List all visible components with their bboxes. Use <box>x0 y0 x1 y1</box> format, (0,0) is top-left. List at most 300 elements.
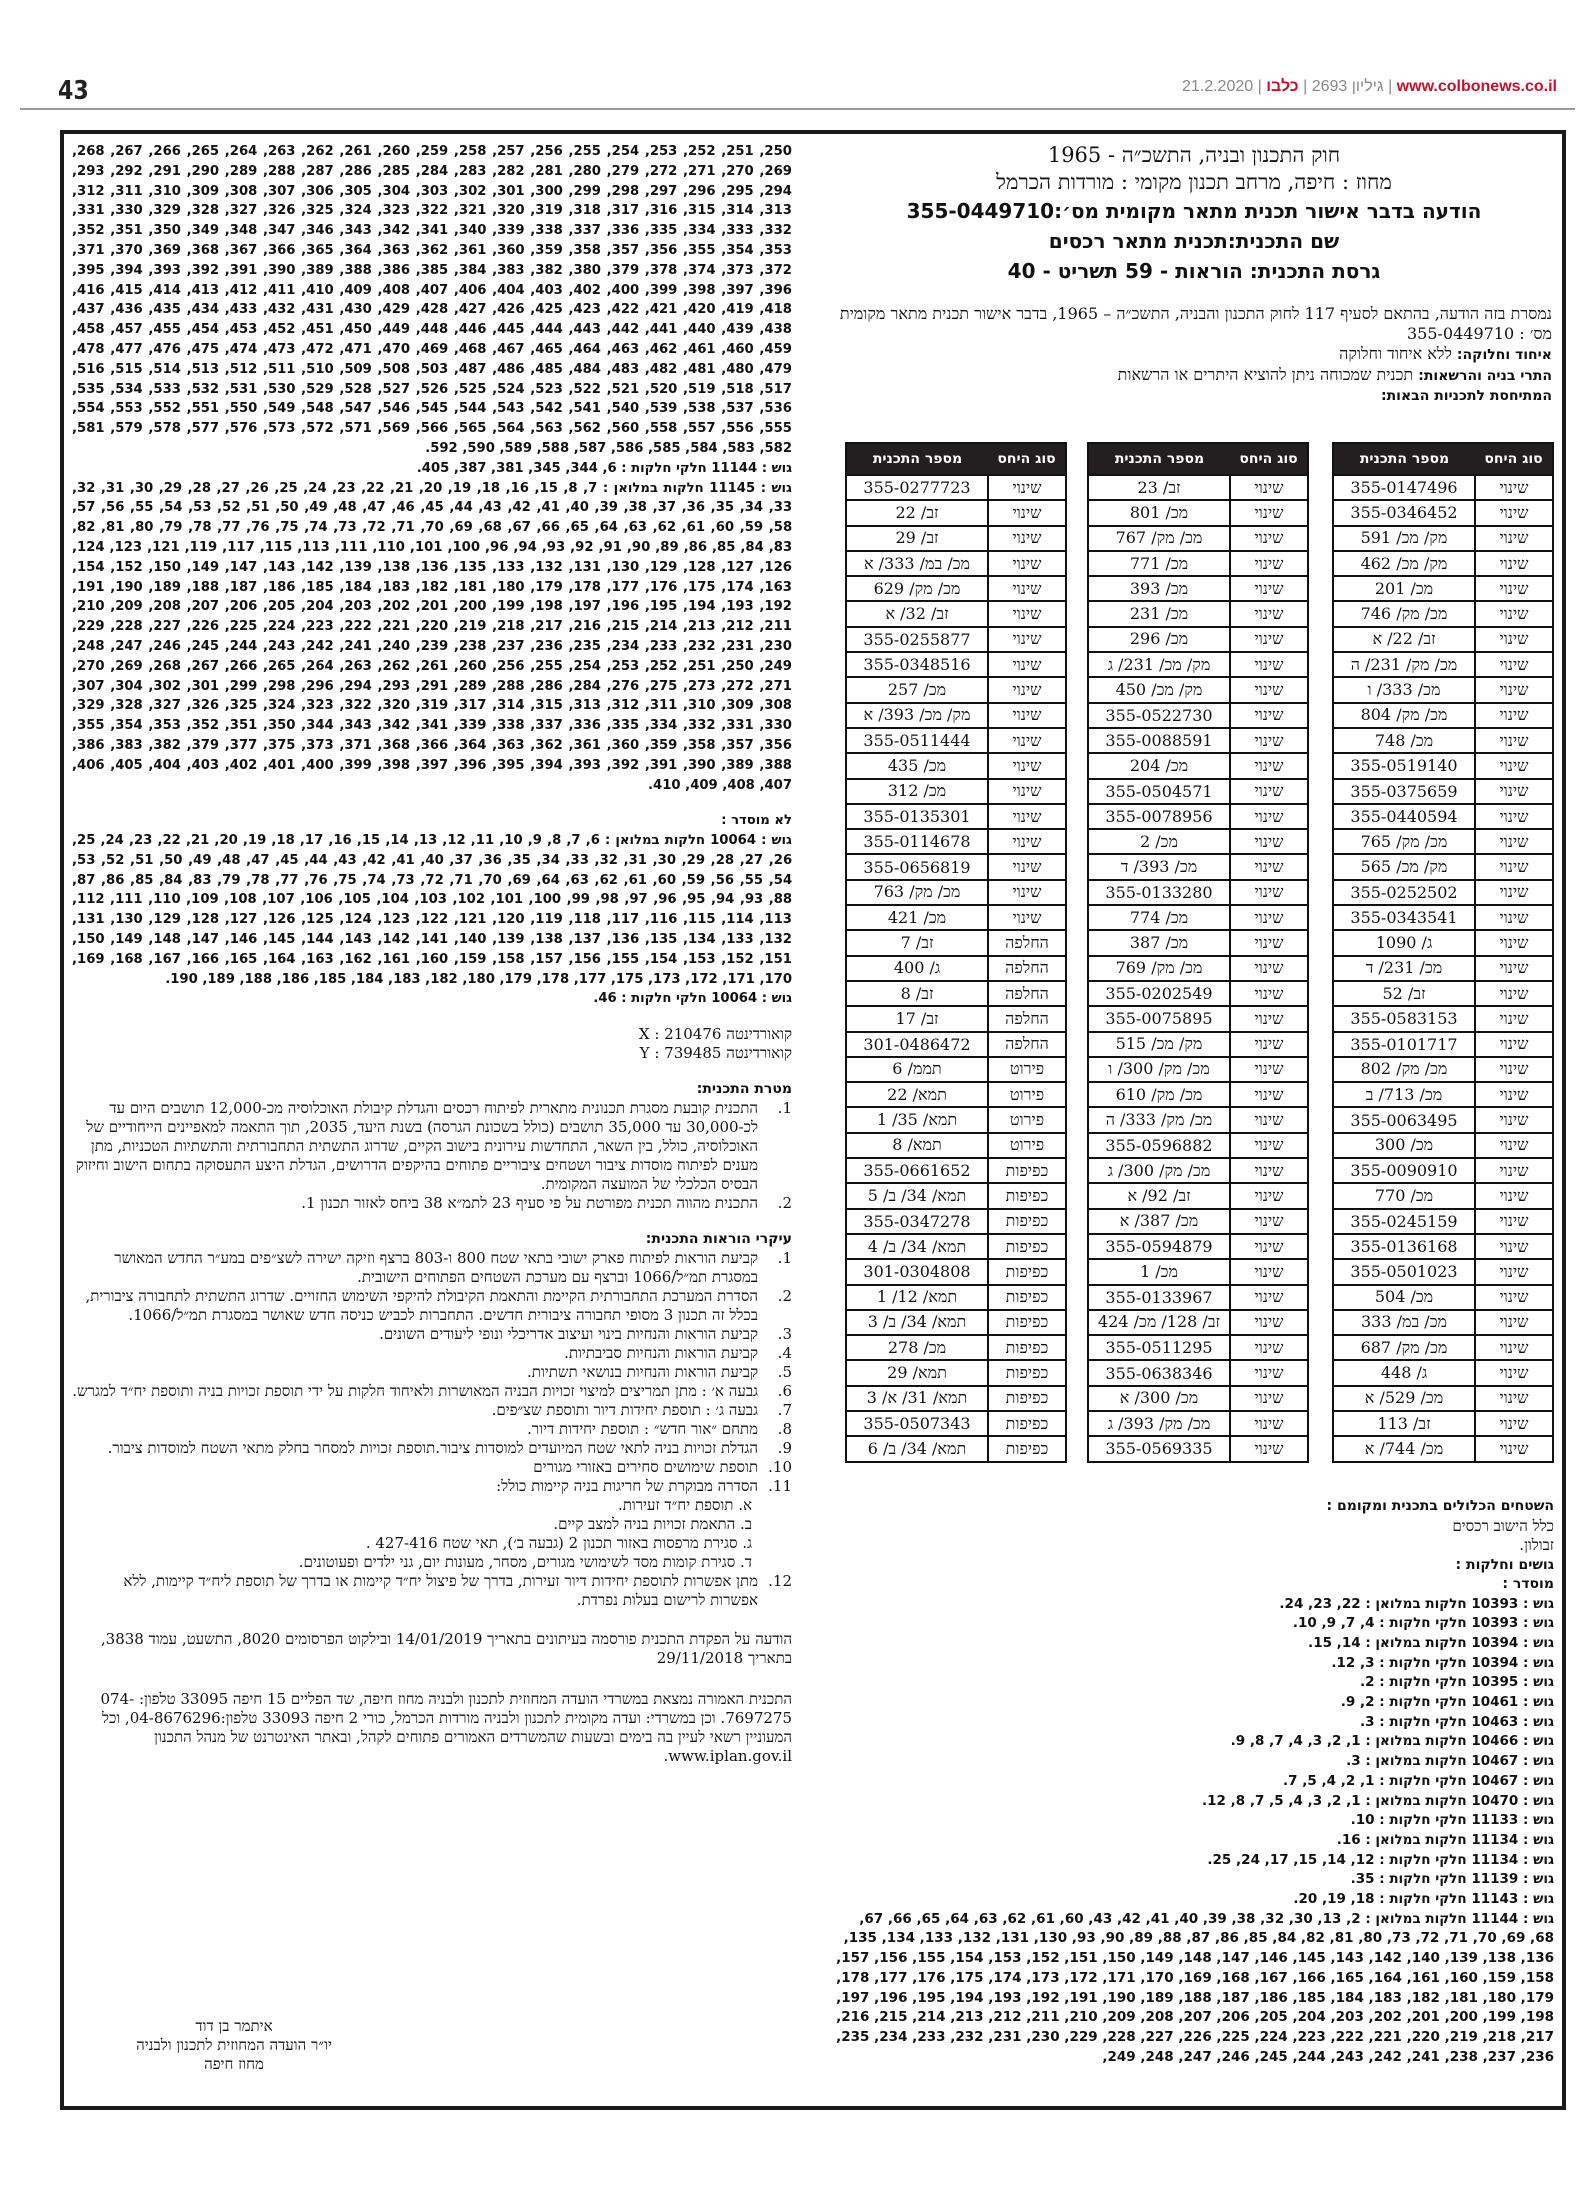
relation-type-cell: שינוי <box>988 753 1066 778</box>
notice-left-column <box>72 142 792 1766</box>
item-number: 8. <box>777 1420 792 1439</box>
plan-number-cell: 355-0504571 <box>1088 779 1230 804</box>
related-plans-tables <box>826 442 1554 1482</box>
plan-number-cell: 355-0656819 <box>846 854 988 879</box>
table-row <box>1333 804 1553 829</box>
plan-number-cell: מכ/ 300 <box>1333 1133 1475 1158</box>
relation-type-cell: שינוי <box>988 526 1066 551</box>
block-parcel-line: גוש : 10466 חלקות במלואן : 1, 2, 3, 4, 7, 8, 9. <box>1230 1733 1554 1750</box>
district-line: מחוז : חיפה, מרחב תכנון מקומי : מורדות הכרמל <box>996 170 1392 194</box>
relation-type-cell: שינוי <box>1475 779 1553 804</box>
relation-type-cell: שינוי <box>1230 854 1308 879</box>
relation-type-cell: כפיפות <box>988 1360 1066 1385</box>
relation-type-cell: שינוי <box>1230 526 1308 551</box>
table-row <box>1088 551 1308 576</box>
plan-number-cell: מכ/ 744/ א <box>1333 1436 1475 1461</box>
relation-type-cell: שינוי <box>988 475 1066 500</box>
block-parcel-line: גוש : 11133 חלקי חלקות : 10. <box>1350 1812 1554 1829</box>
relation-type-cell: כפיפות <box>988 1259 1066 1284</box>
plan-number-cell: מכ/ 770 <box>1333 1183 1475 1208</box>
coordinates <box>72 1025 792 1063</box>
block-parcel-line: גוש : 11143 חלקי חלקות : 18, 19, 20. <box>1293 1891 1554 1908</box>
block-parcel-line: גוש : 10395 חלקי חלקות : 2. <box>1359 1674 1554 1691</box>
plan-number-cell: 355-0348516 <box>846 652 988 677</box>
relation-type-cell: החלפה <box>988 1032 1066 1057</box>
table-row <box>1333 1133 1553 1158</box>
relation-type-cell: שינוי <box>1475 703 1553 728</box>
plan-number-cell: מכ/ מק/ 231/ ה <box>1333 652 1475 677</box>
table-row <box>1088 703 1308 728</box>
table-row <box>846 677 1066 702</box>
relation-type-cell: שינוי <box>1230 1360 1308 1385</box>
relation-type-cell: שינוי <box>1230 677 1308 702</box>
relation-type-cell: שינוי <box>1230 1335 1308 1360</box>
legal-notice-frame <box>60 130 1566 2110</box>
table-row <box>1088 576 1308 601</box>
relation-type-cell: שינוי <box>1230 1133 1308 1158</box>
plan-goals <box>72 1079 792 1213</box>
table-row <box>1088 804 1308 829</box>
plan-number-cell: 355-0075895 <box>1088 1006 1230 1031</box>
plan-number-cell: מכ/ 201 <box>1333 576 1475 601</box>
relation-type-cell: שינוי <box>1230 1183 1308 1208</box>
table-row <box>1333 854 1553 879</box>
item-text: תוספת שימושים סחירים באזורי מגורים <box>533 1458 758 1477</box>
plan-number-cell: מק/ מכ/ 515 <box>1088 1032 1230 1057</box>
plan-number-cell: 355-0347278 <box>846 1209 988 1234</box>
relation-type-cell: שינוי <box>1475 728 1553 753</box>
plan-number-cell: 355-0519140 <box>1333 753 1475 778</box>
plan-number-cell: 355-0501023 <box>1333 1259 1475 1284</box>
unregulated-section <box>72 811 792 1009</box>
relation-type-cell: כפיפות <box>988 1436 1066 1461</box>
plan-number-cell: מכ/ 333/ ו <box>1333 677 1475 702</box>
item-text: גבעה א׳ : מתן תמריצים למיצוי זכויות הבניה המאושרות ולאיחוד חלקות על ידי תוספת זכויות בניה ותוספת יח״ד למגרש. <box>72 1382 758 1401</box>
relation-type-cell: שינוי <box>1230 475 1308 500</box>
block-parcel-line: גוש : 10463 חלקי חלקות : 3. <box>1359 1713 1554 1730</box>
relation-type-cell: כפיפות <box>988 1234 1066 1259</box>
plan-number-cell: מכ/ 771 <box>1088 551 1230 576</box>
table-row <box>1088 905 1308 930</box>
table-row <box>1333 1183 1553 1208</box>
table-row <box>1088 1133 1308 1158</box>
list-item <box>72 1401 792 1420</box>
page-header <box>20 60 1575 110</box>
relation-type-cell: החלפה <box>988 1006 1066 1031</box>
table-row <box>1333 753 1553 778</box>
table-row <box>1333 475 1553 500</box>
plan-number-cell: זב/ 128/ מכ/ 424 <box>1088 1310 1230 1335</box>
table-row <box>846 526 1066 551</box>
plan-number-cell: מכ/ 393 <box>1088 576 1230 601</box>
list-item <box>72 1458 792 1477</box>
table-row <box>846 1158 1066 1183</box>
plan-number-cell: מכ/ מק/ 769 <box>1088 956 1230 981</box>
table-row <box>846 905 1066 930</box>
plan-number-cell: מכ/ מק/ 767 <box>1088 526 1230 551</box>
plan-number-cell: 355-0133280 <box>1088 880 1230 905</box>
signature-block <box>124 2017 344 2074</box>
plan-number-cell: מכ/ 801 <box>1088 500 1230 525</box>
plan-number-cell: תמא/ 34/ ב/ 5 <box>846 1183 988 1208</box>
plan-number-cell: 355-0638346 <box>1088 1360 1230 1385</box>
table-row <box>846 1107 1066 1132</box>
relation-type-cell: שינוי <box>1230 1158 1308 1183</box>
table-row <box>1333 1209 1553 1234</box>
relation-type-cell: פירוט <box>988 1107 1066 1132</box>
table-row <box>1333 601 1553 626</box>
relation-type-cell: שינוי <box>1475 1386 1553 1411</box>
list-item <box>72 1382 792 1401</box>
plan-number-cell: 355-0202549 <box>1088 981 1230 1006</box>
unregulated-heading: לא מוסדר : <box>721 813 792 829</box>
plan-number-cell: 355-0594879 <box>1088 1234 1230 1259</box>
item-number: 2. <box>777 1287 792 1306</box>
provisions-heading: עיקרי הוראות התכנית: <box>645 1231 792 1248</box>
col-plan-number: מספר התכנית <box>846 443 988 475</box>
sub-item: ב. התאמת זכויות בניה למצב קיים. <box>553 1515 752 1534</box>
table-row <box>1088 829 1308 854</box>
goals-heading: מטרת התכנית: <box>696 1081 792 1098</box>
plan-number-cell: מכ/ 2 <box>1088 829 1230 854</box>
relation-type-cell: שינוי <box>988 854 1066 879</box>
table-row <box>1088 1158 1308 1183</box>
plan-number-cell: מק/ מכ/ 591 <box>1333 526 1475 551</box>
table-row <box>1088 1259 1308 1284</box>
table-row <box>846 1335 1066 1360</box>
plan-number-cell: 355-0511295 <box>1088 1335 1230 1360</box>
plan-number-cell: מכ/ מק/ 300/ ו <box>1088 1057 1230 1082</box>
table-row <box>1333 677 1553 702</box>
relation-type-cell: שינוי <box>988 500 1066 525</box>
relation-type-cell: שינוי <box>988 880 1066 905</box>
item-text: קביעת הוראות והנחיות סביבתיות. <box>564 1344 758 1363</box>
plan-number-cell: זב/ 17 <box>846 1006 988 1031</box>
list-item <box>72 1325 792 1344</box>
plan-number-cell: זב/ 8 <box>846 981 988 1006</box>
plan-number-cell: זב/ 52 <box>1333 981 1475 1006</box>
plan-number-cell: מכ/ 312 <box>846 779 988 804</box>
plan-number-cell: 355-0522730 <box>1088 703 1230 728</box>
relation-type-cell: שינוי <box>1475 1057 1553 1082</box>
plan-number-cell: 355-0147496 <box>1333 475 1475 500</box>
table-row <box>1088 1335 1308 1360</box>
table-row <box>1333 1310 1553 1335</box>
plan-number-cell: מכ/ מק/ 333/ ה <box>1088 1107 1230 1132</box>
list-item <box>72 1344 792 1363</box>
table-row <box>1333 1335 1553 1360</box>
law-title: חוק התכנון ובניה, התשכ״ה - 1965 <box>1047 143 1341 167</box>
plan-number-cell: תמא/ 34/ ב/ 3 <box>846 1310 988 1335</box>
plan-number-cell: 355-0511444 <box>846 728 988 753</box>
relation-type-cell: שינוי <box>1230 981 1308 1006</box>
relation-type-cell: החלפה <box>988 930 1066 955</box>
plan-number-cell: מכ/ במ/ 333 <box>1333 1310 1475 1335</box>
relation-type-cell: שינוי <box>988 804 1066 829</box>
relation-type-cell: שינוי <box>988 677 1066 702</box>
plan-number-cell: תמא/ 8 <box>846 1133 988 1158</box>
table-row <box>846 829 1066 854</box>
relation-type-cell: החלפה <box>988 956 1066 981</box>
table-row <box>1333 1285 1553 1310</box>
sub-item: א. תוספת יח״ד זעירות. <box>617 1496 752 1515</box>
header-meta: 21.2.2020 | גיליון 2693 | כלבו | www.colbonews.co.il <box>1181 78 1557 95</box>
relation-type-cell: שינוי <box>1475 880 1553 905</box>
relation-type-cell: שינוי <box>1475 854 1553 879</box>
table-row <box>846 779 1066 804</box>
relation-type-cell: כפיפות <box>988 1209 1066 1234</box>
plan-number-cell: זב/ 92/ א <box>1088 1183 1230 1208</box>
block-parcel-line: גוש : 11134 חלקות במלואן : 16. <box>1336 1831 1554 1848</box>
table-row <box>1088 779 1308 804</box>
table-row <box>1333 1436 1553 1461</box>
item-number: 9. <box>777 1439 792 1458</box>
table-row <box>1088 627 1308 652</box>
table-row <box>1088 1082 1308 1107</box>
item-text: התכנית קובעת מסגרת תכנונית מתארית לפיתוח רכסים והגדלת קיבולת האוכלוסיה מכ-12,000 תושבים היום עד לכ-30,000 עד 35,000 תושבים (כולל בשכונת הגרסה) בשנת היעד, 2035, תוך התאמה למאפיינים הייחודיים של האוכלוסיה, כולל, בין השאר, התחדשות עירונית בישוב הקיים, שדרוג התשתית התחבורתית והתשתיות הטכניות, מתן מענים לפיתוח מוסדות ציבור ושטחים ציבוריים פתוחים בהיקפים הדרושים, הגדלת היצע התעסוקה בתחום הישוב וחיזוק הבסיס הכלכלי של המועצה המקומית. <box>75 1099 758 1194</box>
relation-type-cell: שינוי <box>1475 627 1553 652</box>
coord-x: קואורדינטה X : 210476 <box>638 1025 792 1044</box>
table-row <box>1088 854 1308 879</box>
table-row <box>846 804 1066 829</box>
plan-number-cell: זב/ 32/ א <box>846 601 988 626</box>
table-row <box>1333 1259 1553 1284</box>
relation-type-cell: שינוי <box>1230 1082 1308 1107</box>
relation-type-cell: שינוי <box>988 703 1066 728</box>
relation-type-cell: שינוי <box>1475 956 1553 981</box>
plan-number-cell: מק/ מכ/ 450 <box>1088 677 1230 702</box>
table-row <box>1333 880 1553 905</box>
plan-number-cell: 355-0133967 <box>1088 1285 1230 1310</box>
relation-type-cell: שינוי <box>1230 1209 1308 1234</box>
block-parcel-line: גוש : 10064 חלקי חלקות : 46. <box>593 991 792 1007</box>
table-row <box>1088 1360 1308 1385</box>
notice-title-block <box>824 142 1564 286</box>
plan-number-cell: מכ/ מק/ 746 <box>1333 601 1475 626</box>
relation-type-cell: שינוי <box>988 779 1066 804</box>
plan-number-cell: מכ/ 774 <box>1088 905 1230 930</box>
table-row <box>1333 551 1553 576</box>
relation-type-cell: שינוי <box>1230 500 1308 525</box>
table-row <box>846 475 1066 500</box>
relation-type-cell: שינוי <box>1230 956 1308 981</box>
col-plan-number: מספר התכנית <box>1088 443 1230 475</box>
list-item <box>72 1420 792 1439</box>
relation-type-cell: שינוי <box>1230 551 1308 576</box>
table-row <box>1088 1209 1308 1234</box>
plan-number-cell: 301-0486472 <box>846 1032 988 1057</box>
table-row <box>1333 576 1553 601</box>
list-item <box>72 1439 792 1458</box>
plan-number-cell: 355-0101717 <box>1333 1032 1475 1057</box>
table-row <box>1088 1006 1308 1031</box>
block-parcel-line: גוש : 11145 חלקות במלואן : 7, 8, 15, 16, 18, 19, 20, 21, 22, 23, 24, 25, 26, 27, 28, 29, 30, 31, 32, 33, 34, 35, 36, 37, 38, 39, 40, 41, 42, 43, 44, 45, 46, 47, 48, 49, 50, 51, 52, 53, 54, 55, 56, 57, 58, 59, 60, 61, 62, 63, 64, 65, 66, 67, 68, 69, 70, 71, 72, 73, 74, 75, 76, 77, 78, 79, 80, 81, 82, 83, 84, 85, 86, 89, 90, 91, 92, 93, 94, 96, 100, 101, 110, 111, 113, 115, 117, 119, 121, 123, 124, 126, 127, 128, 129, 130, 131, 132, 133, 135, 136, 138, 139, 142, 143, 147, 149, 150, 152, 154, 163, 174, 175, 176, 177, 178, 179, 180, 181, 182, 183, 184, 185, 186, 187, 188, 189, 190, 191, 192, 193, 194, 195, 196, 197, 198, 199, 200, 201, 202, 203, 204, 205, 206, 207, 208, 209, 210, 211, 212, 213, 214, 215, 216, 217, 218, 219, 220, 221, 222, 223, 224, 225, 226, 227, 228, 229, 230, 231, 232, 233, 234, 235, 236, 237, 238, 239, 240, 241, 242, 243, 244, 245, 246, 247, 248, 249, 250, 251, 252, 253, 254, 255, 256, 260, 261, 262, 263, 264, 265, 266, 267, 268, 269, 270, 271, 272, 273, 275, 276, 284, 286, 288, 289, 291, 293, 294, 296, 298, 299, 301, 302, 304, 307, 308, 309, 310, 311, 312, 313, 315, 314, 317, 319, 320, 322, 323, 324, 325, 326, 327, 328, 329, 330, 331, 332, 334, 335, 336, 337, 338, 339, 341, 342, 343, 344, 350, 351, 352, 353, 354, 355, 356, 357, 358, 359, 360, 361, 362, 363, 364, 366, 368, 371, 373, 375, 377, 379, 382, 383, 386, 388, 389, 390, 391, 392, 393, 394, 395, 396, 397, 398, 399, 400, 401, 402, 403, 404, 405, 406, 407, 408, 409, 410. <box>72 480 793 793</box>
brand-name: כלבו <box>1266 78 1299 95</box>
table-row <box>1088 601 1308 626</box>
plan-number-cell: 355-0596882 <box>1088 1133 1230 1158</box>
parcel-continuation: 250, 251, 252, 253, 254, 255, 256, 257, 258, 259, 260, 261, 262, 263, 264, 265, 266, 267, 268, 269, 270, 271, 272, 279, 280, 281, 282, 283, 284, 285, 286, 287, 288, 289, 290, 291, 292, 293, 294, 295, 296, 297, 298, 299, 300, 301, 302, 303, 304, 305, 306, 307, 308, 309, 310, 311, 312, 313, 314, 315, 316, 317, 318, 319, 320, 321, 322, 323, 324, 325, 326, 327, 328, 329, 330, 331, 332, 333, 334, 335, 336, 337, 338, 339, 340, 341, 342, 343, 346, 347, 348, 349, 350, 351, 352, 353, 354, 355, 356, 357, 358, 359, 360, 361, 362, 363, 364, 365, 366, 367, 368, 369, 370, 371, 372, 373, 374, 378, 379, 380, 382, 383, 384, 385, 386, 388, 389, 390, 391, 392, 393, 394, 395, 396, 397, 398, 399, 400, 402, 403, 404, 406, 407, 408, 409, 410, 411, 412, 413, 414, 415, 416, 418, 419, 420, 421, 422, 423, 425, 426, 427, 428, 429, 430, 431, 432, 433, 434, 435, 436, 437, 438, 439, 440, 441, 442, 443, 444, 445, 446, 448, 449, 450, 451, 452, 453, 454, 455, 457, 458, 459, 460, 461, 462, 463, 464, 465, 467, 468, 469, 470, 471, 472, 473, 474, 475, 476, 477, 478, 479, 480, 481, 482, 483, 484, 485, 486, 487, 503, 508, 509, 510, 511, 512, 513, 514, 515, 516, 517, 518, 519, 520, 521, 522, 523, 524, 525, 526, 527, 528, 529, 530, 531, 532, 533, 534, 535, 536, 537, 538, 539, 540, 541, 542, 543, 544, 545, 546, 547, 548, 549, 550, 551, 552, 553, 554, 555, 556, 557, 558, 560, 562, 563, 564, 565, 566, 569, 571, 572, 573, 576, 577, 578, 579, 581, 582, 583, 584, 585, 586, 587, 588, 589, 590, 592. גוש : 11144 חלקי חלקות : 6, 344, 345, 381, 387, 405. גוש : 11145 חלקות במלואן : 7, 8, 15, 16, 18, 19, 20, 21, 22, 23, 24, 25, 26, 27, 28, 29, 30, 31, 32, 33, 34, 35, 36, 37, 38, 39, 40, 41, 42, 43, 44, 45, 46, 47, 48, 49, 50, 51, 52, 53, 54, 55, 56, 57, 58, 59, 60, 61, 62, 63, 64, 65, 66, 67, 68, 69, 70, 71, 72, 73, 74, 75, 76, 77, 78, 79, 80, 81, 82, 83, 84, 85, 86, 89, 90, 91, 92, 93, 94, 96, 100, 101, 110, 111, 113, 115, 117, 119, 121, 123, 124, 126, 127, 128, 129, 130, 131, 132, 133, 135, 136, 138, 139, 142, 143, 147, 149, 150, 152, 154, 163, 174, 175, 176, 177, 178, 179, 180, 181, 182, 183, 184, 185, 186, 187, 188, 189, 190, 191, 192, 193, 194, 195, 196, 197, 198, 199, 200, 201, 202, 203, 204, 205, 206, 207, 208, 209, 210, 211, 212, 213, 214, 215, 216, 217, 218, 219, 220, 221, 222, 223, 224, 225, 226, 227, 228, 229, 230, 231, 232, 233, 234, 235, 236, 237, 238, 239, 240, 241, 242, 243, 244, 245, 246, 247, 248, 249, 250, 251, 252, 253, 254, 255, 256, 260, 261, 262, 263, 264, 265, 266, 267, 268, 269, 270, 271, 272, 273, 275, 276, 284, 286, 288, 289, 291, 293, 294, 296, 298, 299, 301, 302, 304, 307, 308, 309, 310, 311, 312, 313, 315, 314, 317, 319, 320, 322, 323, 324, 325, 326, 327, 328, 329, 330, 331, 332, 334, 335, 336, 337, 338, 339, 341, 342, 343, 344, 350, 351, 352, 353, 354, 355, 356, 357, 358, 359, 360, 361, 362, 363, 364, 366, 368, 371, 373, 375, 377, 379, 382, 383, 386, 388, 389, 390, 391, 392, 393, 394, 395, 396, 397, 398, 399, 400, 401, 402, 403, 404, 405, 406, 407, 408, 409, 410. <box>72 142 792 795</box>
relation-type-cell: שינוי <box>1230 1032 1308 1057</box>
relation-type-cell: שינוי <box>1230 1436 1308 1461</box>
relation-type-cell: שינוי <box>1475 475 1553 500</box>
plan-version: גרסת התכנית: הוראות - 59 תשריט - 40 <box>1007 259 1381 283</box>
table-row <box>1333 500 1553 525</box>
table-row <box>1333 526 1553 551</box>
site-link[interactable]: www.colbonews.co.il <box>1396 78 1557 95</box>
table-row <box>1088 1234 1308 1259</box>
relation-type-cell: שינוי <box>1475 1183 1553 1208</box>
item-text: מתן אפשרות לתוספת יחידות דיור זעירות, בדרך של פיצול יח״ד קיימות או בדרך של תוספת ליח״ד קיימות, ללא אפשרות לרישום בעלות נפרדת. <box>123 1572 758 1610</box>
plan-number-cell: מכ/ 278 <box>846 1335 988 1360</box>
plan-number-cell: מק/ מכ/ 393/ א <box>846 703 988 728</box>
plan-number-cell: 301-0304808 <box>846 1259 988 1284</box>
plan-number-cell: מכ/ מק/ 300/ ג <box>1088 1158 1230 1183</box>
table-row <box>846 1183 1066 1208</box>
plan-number-cell: מכ/ 296 <box>1088 627 1230 652</box>
table-row <box>1333 1386 1553 1411</box>
plan-number-cell: תממ/ 6 <box>846 1057 988 1082</box>
table-row <box>1088 500 1308 525</box>
area-place: זבולון. <box>1519 1536 1554 1554</box>
plan-number-cell: מכ/ מק/ 802 <box>1333 1057 1475 1082</box>
relation-type-cell: שינוי <box>1230 1285 1308 1310</box>
plan-number-cell: מכ/ 231/ ד <box>1333 956 1475 981</box>
plan-number-cell: 355-0569335 <box>1088 1436 1230 1461</box>
relation-type-cell: שינוי <box>1475 753 1553 778</box>
relation-type-cell: שינוי <box>1230 1411 1308 1436</box>
table-row <box>1088 1032 1308 1057</box>
area-place: כלל הישוב רכסים <box>1452 1516 1554 1535</box>
plan-number-cell: 355-0090910 <box>1333 1158 1475 1183</box>
relation-type-cell: שינוי <box>1230 1259 1308 1284</box>
relation-type-cell: שינוי <box>1475 1436 1553 1461</box>
plan-number-cell: 355-0343541 <box>1333 905 1475 930</box>
item-number: 1. <box>777 1099 792 1118</box>
plan-number-cell: מכ/ מק/ 610 <box>1088 1082 1230 1107</box>
plan-number-cell: מק/ מכ/ 462 <box>1333 551 1475 576</box>
table-row <box>846 1234 1066 1259</box>
relation-type-cell: שינוי <box>1475 526 1553 551</box>
plan-number-cell: מכ/ 504 <box>1333 1285 1475 1310</box>
relation-type-cell: שינוי <box>1475 1107 1553 1132</box>
office-info: התכנית האמורה נמצאת במשרדי הועדה המחוזית לתכנון ולבניה מחוז חיפה, שד הפליים 15 חיפה 33095 טלפון: 074-7697275. וכן במשרדי: ועדה מקומית לתכנון ולבניה מורדות הכרמל, כורי 2 חיפה 33093 טלפון:04-8676296, וכל המעוניין רשאי לעיין בה בימים ובשעות שהמשרדים האמורים פתוחים לקהל, ובאתר האינטרנט של מנהל התכנון www.iplan.gov.il. <box>100 1690 792 1766</box>
block-parcel-line: גוש : 10461 חלקי חלקות : 2, 9. <box>1340 1694 1554 1711</box>
item-text: קביעת הוראות לפיתוח פארק ישובי בתאי שטח 800 ו-803 ברצף וזיקה ישירה לשצ״פים במע״ר החדש המאושר במסגרת תמ״ל/1066 וברצף עם מערכת השטחים הפתוחים הישובית. <box>114 1249 758 1287</box>
table-row <box>1088 677 1308 702</box>
col-relation-type: סוג היחס <box>988 443 1066 475</box>
relation-type-cell: שינוי <box>1475 1360 1553 1385</box>
table-row <box>846 1032 1066 1057</box>
list-item <box>72 1099 792 1194</box>
block-parcel-line: גוש : 11144 חלקות במלואן : 2, 13, 30, 32, 38, 39, 40, 41, 42, 43, 60, 61, 62, 63, 64, 65, 66, 67, 68, 69, 70, 71, 72, 73, 80, 81, 82, 84, 85, 86, 87, 88, 89, 90, 93, 130, 131, 132, 133, 134, 135, 136, 138, 139, 140, 142, 143, 145, 146, 147, 148, 149, 150, 151, 152, 153, 154, 155, 156, 157, 158, 159, 160, 161, 164, 165, 166, 167, 168, 169, 170, 171, 172, 173, 174, 175, 176, 177, 178, 179, 180, 181, 182, 183, 184, 185, 186, 187, 188, 189, 190, 191, 192, 193, 194, 195, 196, 197, 198, 199, 200, 201, 202, 203, 204, 205, 206, 207, 208, 209, 210, 211, 212, 213, 214, 215, 216, 217, 218, 219, 220, 221, 222, 223, 224, 225, 226, 227, 228, 229, 230, 231, 232, 233, 234, 235, 236, 237, 238, 241, 242, 243, 244, 245, 246, 247, 248, 249, <box>836 1910 1554 2065</box>
table-row <box>1088 981 1308 1006</box>
plan-number-cell: 355-0245159 <box>1333 1209 1475 1234</box>
plan-number-cell: תמא/ 12/ 1 <box>846 1285 988 1310</box>
plan-number-cell: זב/ 23 <box>1088 475 1230 500</box>
plan-number-cell: מכ/ 387 <box>1088 930 1230 955</box>
relation-type-cell: שינוי <box>1475 1032 1553 1057</box>
item-text: הסדרה מבוקרת של חריגות בניה קיימות כולל: <box>496 1477 758 1496</box>
table-row <box>846 1057 1066 1082</box>
list-item <box>72 1194 792 1213</box>
item-number: 5. <box>777 1363 792 1382</box>
coord-y: קואורדינטה Y : 739485 <box>639 1044 792 1063</box>
relation-type-cell: כפיפות <box>988 1285 1066 1310</box>
table-row <box>846 1285 1066 1310</box>
plan-number-cell: 355-0114678 <box>846 829 988 854</box>
plan-areas <box>834 1497 1554 2067</box>
plan-number-cell: מכ/ 204 <box>1088 753 1230 778</box>
table-row <box>846 703 1066 728</box>
regulated-heading: מוסדר : <box>1502 1576 1554 1592</box>
sub-item: ג. סגירת מרפסות באזור תכנון 2 (גבעה ב׳), תאי שטח 427-416 . <box>365 1534 752 1553</box>
relation-type-cell: כפיפות <box>988 1183 1066 1208</box>
item-number: 7. <box>777 1401 792 1420</box>
plan-number-cell: 355-0375659 <box>1333 779 1475 804</box>
table-row <box>1088 1436 1308 1461</box>
col-plan-number: מספר התכנית <box>1333 443 1475 475</box>
table-row <box>846 627 1066 652</box>
relation-type-cell: שינוי <box>1475 1335 1553 1360</box>
relation-type-cell: שינוי <box>1230 1107 1308 1132</box>
relation-type-cell: שינוי <box>1230 1310 1308 1335</box>
table-row <box>1088 1285 1308 1310</box>
block-parcel-line: גוש : 10394 חלקות במלואן : 14, 15. <box>1308 1634 1554 1651</box>
item-text: הגדלת זכויות בניה לתאי שטח המיועדים למוסדות ציבור.תוספת זכויות למסחר בחלק מתאי השטח למוסדות ציבור. <box>107 1439 758 1458</box>
table-row <box>1333 1234 1553 1259</box>
plan-number-cell: מכ/ מק/ 687 <box>1333 1335 1475 1360</box>
plan-number-cell: זב/ 29 <box>846 526 988 551</box>
table-row <box>1088 930 1308 955</box>
relation-type-cell: שינוי <box>1475 1285 1553 1310</box>
table-row <box>1088 652 1308 677</box>
relation-type-cell: שינוי <box>1475 1158 1553 1183</box>
relation-type-cell: כפיפות <box>988 1310 1066 1335</box>
item-number: 2. <box>777 1194 792 1213</box>
block-parcel-line: גוש : 10467 חלקות במלואן : 3. <box>1346 1753 1554 1770</box>
relation-type-cell: כפיפות <box>988 1158 1066 1183</box>
list-item <box>72 1363 792 1382</box>
block-parcel-line: גוש : 10467 חלקי חלקות : 1, 2, 4, 5, 7. <box>1282 1772 1554 1789</box>
areas-heading: השטחים הכלולים בתכנית ומקומם : <box>1326 1498 1554 1514</box>
table-row <box>1333 930 1553 955</box>
block-parcel-line: גוש : 10393 חלקי חלקות : 4, 7, 9, 10. <box>1292 1615 1554 1632</box>
relation-type-cell: שינוי <box>988 652 1066 677</box>
relation-type-cell: שינוי <box>1475 1006 1553 1031</box>
plan-number-cell: מכ/ 300/ א <box>1088 1386 1230 1411</box>
item-number: 4. <box>777 1344 792 1363</box>
relation-type-cell: שינוי <box>1230 1386 1308 1411</box>
table-row <box>846 551 1066 576</box>
plan-number-cell: מכ/ מק/ 629 <box>846 576 988 601</box>
relation-type-cell: כפיפות <box>988 1411 1066 1436</box>
plan-number-cell: 355-0255877 <box>846 627 988 652</box>
relation-type-cell: פירוט <box>988 1057 1066 1082</box>
plan-number-cell: מכ/ 1 <box>1088 1259 1230 1284</box>
sub-items <box>72 1496 758 1572</box>
table-row <box>846 1082 1066 1107</box>
plan-number-cell: מכ/ 231 <box>1088 601 1230 626</box>
table-row <box>1088 1411 1308 1436</box>
relation-type-cell: שינוי <box>1475 551 1553 576</box>
table-row <box>1088 1107 1308 1132</box>
relation-type-cell: החלפה <box>988 981 1066 1006</box>
table-row <box>1333 981 1553 1006</box>
block-parcel-line: גוש : 11144 חלקי חלקות : 6, 344, 345, 381, 387, 405. <box>416 460 792 476</box>
table-row <box>846 1259 1066 1284</box>
plan-number-cell: מכ/ במ/ 333/ א <box>846 551 988 576</box>
approval-headline: הודעה בדבר אישור תכנית מתאר מקומית מס׳:355-0449710 <box>906 199 1482 223</box>
